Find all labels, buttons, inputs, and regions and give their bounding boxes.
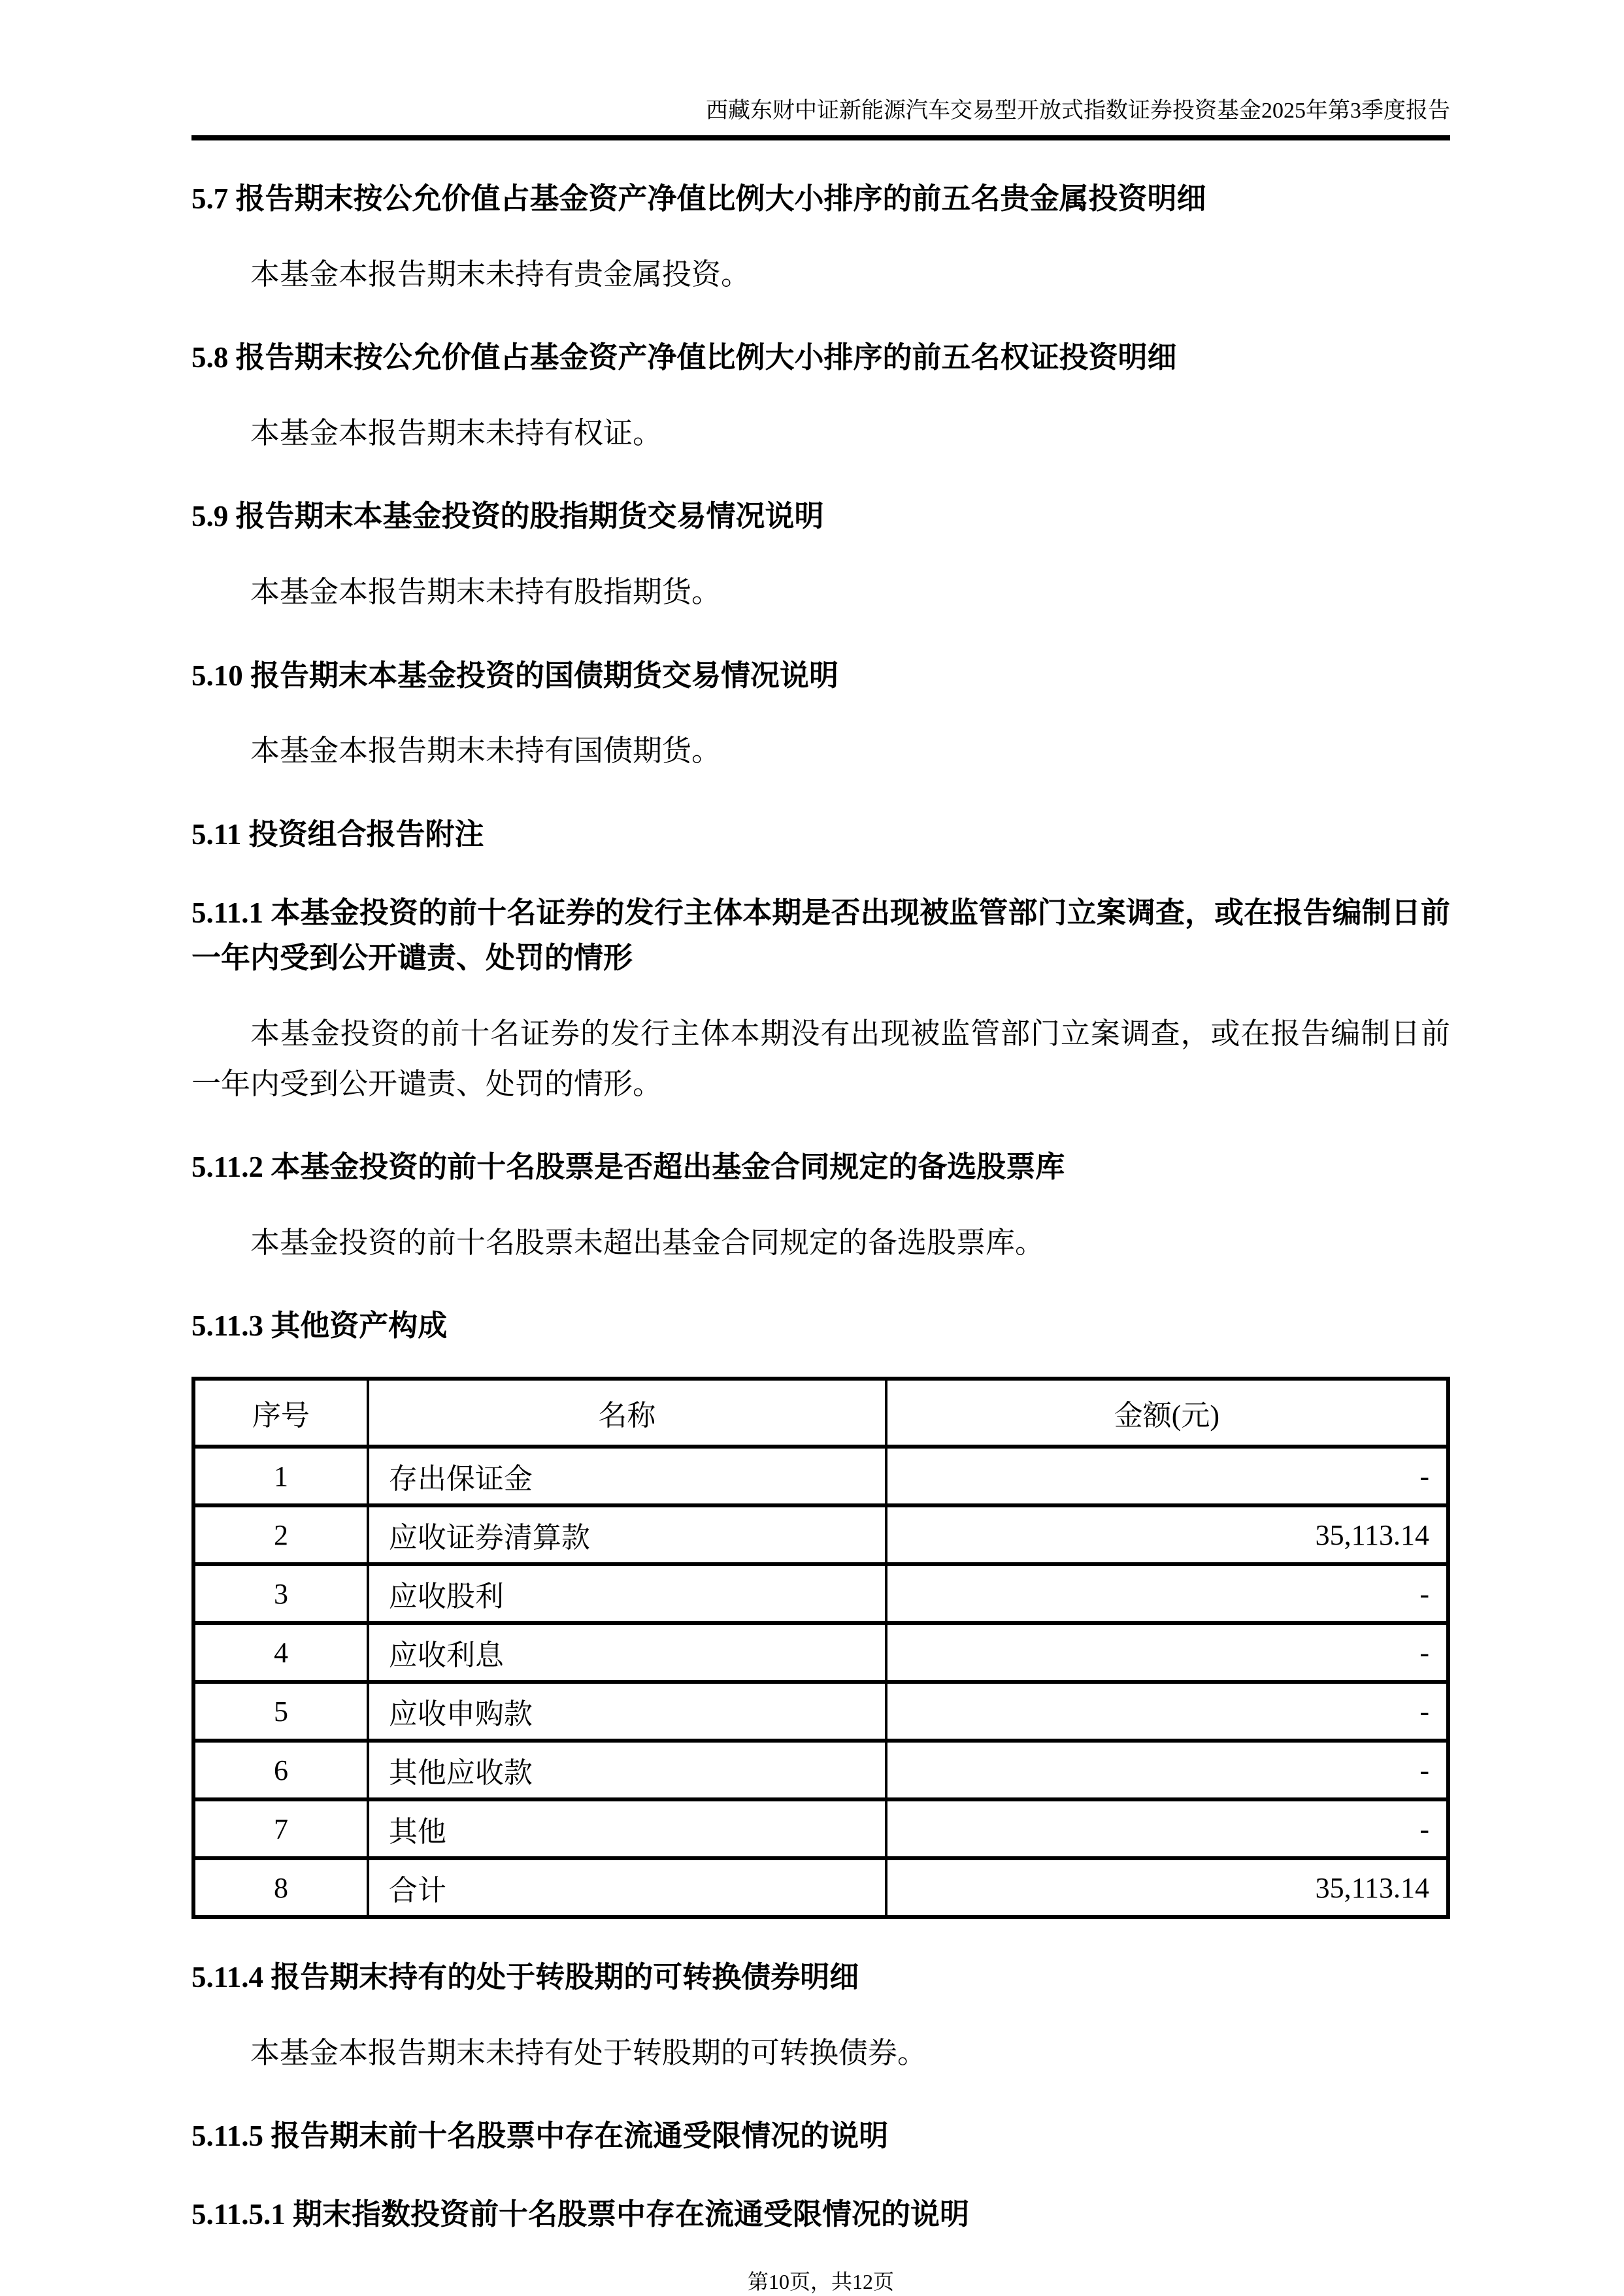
cell-no: 2 — [193, 1505, 368, 1564]
cell-amount: - — [886, 1682, 1448, 1741]
table-row — [193, 1682, 1448, 1741]
table-row — [193, 1799, 1448, 1858]
section-heading-5-10: 5.10 报告期末本基金投资的国债期货交易情况说明 — [191, 659, 839, 692]
cell-amount: - — [886, 1447, 1448, 1505]
section-heading-5-11-3: 5.11.3 其他资产构成 — [191, 1309, 448, 1343]
cell-no: 7 — [193, 1799, 368, 1858]
report-header-title: 西藏东财中证新能源汽车交易型开放式指数证券投资基金2025年第3季度报告 — [706, 99, 1450, 123]
section-body-5-11-4: 本基金本报告期末未持有处于转股期的可转换债券。 — [250, 2036, 927, 2069]
col-header-no: 序号 — [193, 1379, 368, 1447]
cell-no: 1 — [193, 1447, 368, 1505]
header-rule — [191, 135, 1450, 140]
cell-no: 4 — [193, 1623, 368, 1682]
section-heading-5-11-5-1: 5.11.5.1 期末指数投资前十名股票中存在流通受限情况的说明 — [191, 2198, 970, 2231]
cell-amount: 35,113.14 — [886, 1505, 1448, 1564]
cell-name: 应收股利 — [368, 1564, 886, 1623]
cell-amount: - — [886, 1741, 1448, 1799]
section-body-5-11-2: 本基金投资的前十名股票未超出基金合同规定的备选股票库。 — [250, 1226, 1045, 1259]
table-row — [193, 1505, 1448, 1564]
cell-no: 8 — [193, 1858, 368, 1917]
table-row — [193, 1564, 1448, 1623]
section-heading-5-11-5: 5.11.5 报告期末前十名股票中存在流通受限情况的说明 — [191, 2120, 889, 2153]
cell-name: 其他应收款 — [368, 1741, 886, 1799]
cell-name: 合计 — [368, 1858, 886, 1917]
section-heading-5-11-4: 5.11.4 报告期末持有的处于转股期的可转换债券明细 — [191, 1961, 859, 1994]
section-body-5-8: 本基金本报告期末未持有权证。 — [250, 416, 663, 450]
cell-name: 其他 — [368, 1799, 886, 1858]
section-body-5-11-1: 本基金投资的前十名证券的发行主体本期没有出现被监管部门立案调查，或在报告编制日前一年内受到公开谴责、处罚的情形。 — [191, 1017, 1450, 1100]
col-header-name: 名称 — [368, 1379, 886, 1447]
table-row — [193, 1741, 1448, 1799]
section-body-5-9: 本基金本报告期末未持有股指期货。 — [250, 576, 721, 609]
cell-amount: - — [886, 1623, 1448, 1682]
cell-no: 6 — [193, 1741, 368, 1799]
cell-name: 应收利息 — [368, 1623, 886, 1682]
cell-name: 应收申购款 — [368, 1682, 886, 1741]
table-row — [193, 1447, 1448, 1505]
section-body-5-10: 本基金本报告期末未持有国债期货。 — [250, 734, 721, 768]
cell-name: 存出保证金 — [368, 1447, 886, 1505]
cell-amount: 35,113.14 — [886, 1858, 1448, 1917]
cell-no: 5 — [193, 1682, 368, 1741]
page-footer: 第10页，共12页 — [747, 2269, 894, 2293]
cell-amount: - — [886, 1799, 1448, 1858]
section-heading-5-7: 5.7 报告期末按公允价值占基金资产净值比例大小排序的前五名贵金属投资明细 — [191, 182, 1206, 215]
section-heading-5-11-2: 5.11.2 本基金投资的前十名股票是否超出基金合同规定的备选股票库 — [191, 1151, 1065, 1184]
col-header-amount: 金额(元) — [886, 1379, 1448, 1447]
table-header-row — [193, 1379, 1448, 1447]
table-row — [193, 1623, 1448, 1682]
cell-no: 3 — [193, 1564, 368, 1623]
cell-name: 应收证券清算款 — [368, 1505, 886, 1564]
other-assets-table — [191, 1377, 1450, 1919]
section-heading-5-11: 5.11 投资组合报告附注 — [191, 817, 484, 851]
section-body-5-7: 本基金本报告期末未持有贵金属投资。 — [250, 257, 751, 291]
cell-amount: - — [886, 1564, 1448, 1623]
section-heading-5-8: 5.8 报告期末按公允价值占基金资产净值比例大小排序的前五名权证投资明细 — [191, 341, 1177, 374]
section-heading-5-11-1: 5.11.1 本基金投资的前十名证券的发行主体本期是否出现被监管部门立案调查，或在报告编制日前一年内受到公开谴责、处罚的情形 — [191, 896, 1450, 975]
table-row — [193, 1858, 1448, 1917]
section-heading-5-9: 5.9 报告期末本基金投资的股指期货交易情况说明 — [191, 500, 824, 533]
